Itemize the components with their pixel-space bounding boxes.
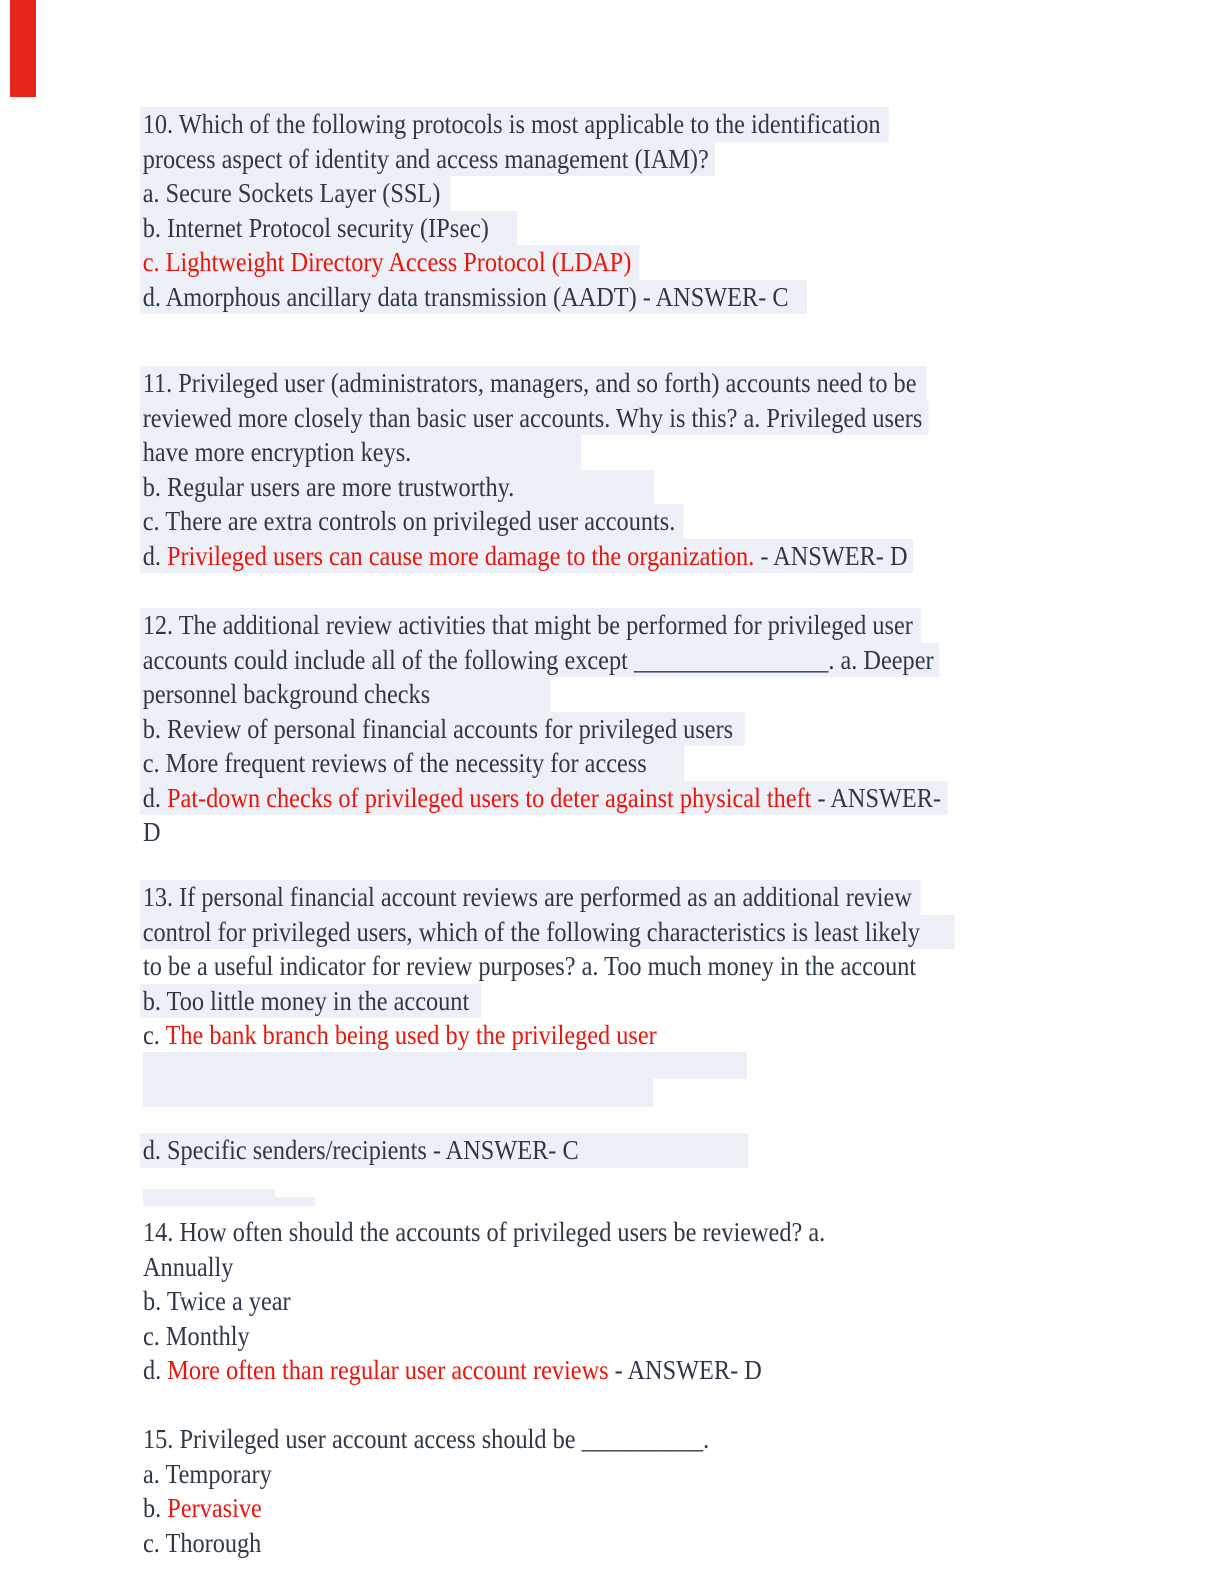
text-segment: reviewed more closely than basic user accounts. Why is this? a. Privileged users (142, 402, 923, 433)
text-line (140, 142, 715, 177)
text-segment: 15. Privileged user account access should be __________. (143, 1424, 710, 1454)
text-line (140, 1133, 749, 1168)
text-line (143, 1491, 262, 1526)
text-line (143, 1457, 272, 1492)
text-segment: 13. If personal financial account reviews are performed as an additional review (142, 882, 912, 912)
text-line (143, 1215, 825, 1250)
text-segment: b. Regular users are more trustworthy. (142, 471, 515, 502)
text-line (143, 1284, 291, 1319)
text-line (140, 435, 581, 470)
text-line (140, 401, 928, 436)
text-segment: c. More frequent reviews of the necessity for access (142, 748, 647, 778)
text-line (140, 107, 889, 142)
text-line (140, 643, 940, 678)
text-line (140, 984, 481, 1019)
highlight-block (143, 1197, 315, 1206)
answer-text-red: Pat-down checks of privileged users to deter against physical theft (167, 782, 812, 813)
text-line (143, 1018, 657, 1053)
text-line (140, 608, 921, 643)
text-segment: c. Thorough (143, 1527, 262, 1558)
text-line (140, 781, 947, 816)
question-13-option-d (143, 1133, 816, 1168)
text-line (140, 712, 745, 747)
text-segment: process aspect of identity and access management (IAM)? (142, 143, 709, 174)
answer-text-red: The bank branch being used by the privileged user (165, 1020, 657, 1050)
text-segment: d. (143, 1355, 168, 1385)
text-segment: 11. Privileged user (administrators, managers, and so forth) accounts need to be (142, 368, 917, 398)
text-segment: to be a useful indicator for review purposes? a. Too much money in the account (143, 951, 917, 981)
text-segment: Annually (143, 1251, 234, 1282)
text-segment: c. (143, 1020, 166, 1050)
text-segment: accounts could include all of the following except ________________. a. Deeper (142, 644, 934, 675)
text-segment: d. Amorphous ancillary data transmission (AADT) - ANSWER- C (142, 281, 789, 312)
text-segment: - ANSWER- D (608, 1355, 762, 1385)
text-line (140, 746, 685, 781)
text-segment: control for privileged users, which of the following characteristics is least likely (142, 916, 921, 947)
text-segment: a. Secure Sockets Layer (SSL) (142, 178, 441, 208)
answer-text-red: Pervasive (167, 1493, 262, 1523)
text-segment: d. (142, 540, 167, 571)
question-15 (143, 1422, 772, 1560)
text-segment: d. (142, 782, 167, 813)
text-line (143, 1526, 261, 1561)
highlight-block (143, 1079, 653, 1107)
text-segment: - ANSWER- D (754, 540, 908, 571)
text-segment: have more encryption keys. (142, 437, 412, 467)
question-14 (143, 1215, 901, 1388)
text-line (143, 815, 161, 850)
text-line (143, 1422, 709, 1457)
highlight-block (143, 1052, 747, 1079)
text-segment: b. Twice a year (143, 1286, 291, 1316)
question-11 (143, 366, 1016, 573)
text-segment: 10. Which of the following protocols is most applicable to the identification (142, 109, 881, 139)
text-line (140, 211, 517, 246)
text-line (143, 1250, 233, 1285)
text-line (140, 470, 654, 505)
text-line (140, 366, 926, 401)
text-segment: 14. How often should the accounts of privileged users be reviewed? a. (143, 1217, 826, 1247)
question-12 (143, 608, 1037, 850)
text-line (140, 245, 639, 280)
answer-text-red: c. Lightweight Directory Access Protocol (LDAP) (142, 247, 632, 277)
answer-text-red: Privileged users can cause more damage to the organization. (167, 540, 755, 571)
text-line (140, 677, 550, 712)
text-segment: - ANSWER- (811, 782, 942, 813)
text-segment: 12. The additional review activities that might be performed for privileged user (142, 610, 913, 640)
text-line (140, 880, 920, 915)
text-segment: c. There are extra controls on privileged user accounts. (142, 506, 676, 536)
text-segment: d. Specific senders/recipients - ANSWER- C (142, 1135, 579, 1165)
text-line (140, 504, 683, 539)
text-segment: a. Temporary (143, 1458, 272, 1489)
red-marker-bar (10, 0, 36, 97)
text-segment: b. (143, 1493, 168, 1523)
question-13 (143, 880, 1045, 1053)
text-line (143, 949, 916, 984)
answer-text-red: More often than regular user account reviews (167, 1355, 609, 1385)
text-segment: b. Review of personal financial accounts for privileged users (142, 713, 734, 744)
text-segment: c. Monthly (143, 1320, 250, 1351)
question-10 (143, 107, 972, 314)
text-segment: D (143, 817, 161, 847)
text-segment: b. Internet Protocol security (IPsec) (142, 212, 489, 243)
text-segment: personnel background checks (142, 679, 431, 709)
highlight-block (143, 1189, 275, 1197)
text-line (143, 1353, 762, 1388)
text-line (140, 915, 954, 950)
text-line (143, 1319, 250, 1354)
text-segment: b. Too little money in the account (142, 985, 470, 1016)
text-line (140, 280, 807, 315)
text-line (140, 539, 914, 574)
text-line (140, 176, 450, 211)
